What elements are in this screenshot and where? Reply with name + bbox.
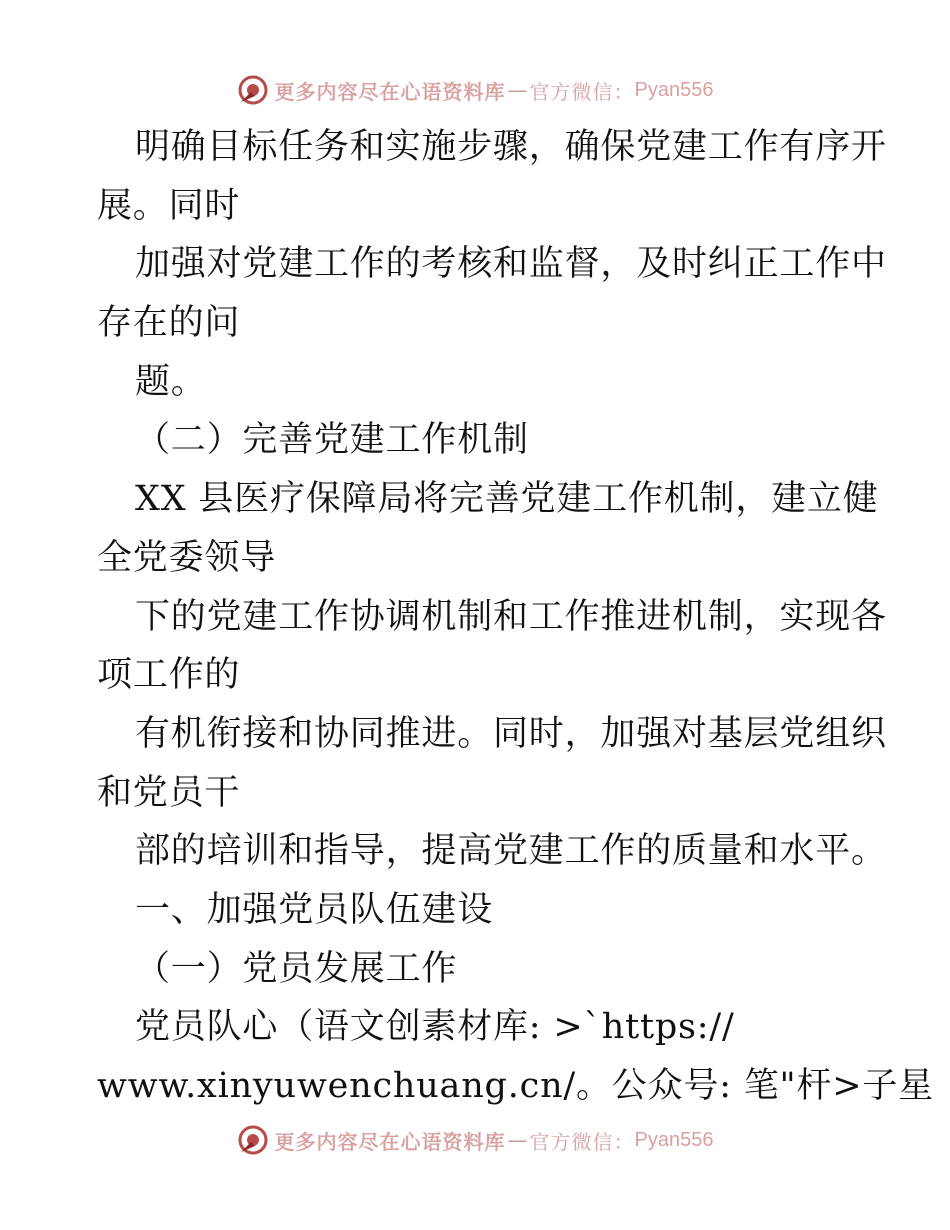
text-line: （二）完善党建工作机制: [135, 420, 529, 461]
watermark-sub-text: 官方微信：: [529, 79, 635, 104]
text-line: 一、加强党员队伍建设: [135, 889, 494, 930]
header-watermark: [0, 70, 950, 110]
watermark-wechat-id: Pyan556: [634, 1128, 714, 1151]
text-line: 题。: [135, 361, 207, 402]
text-line: 全党委领导: [97, 537, 277, 578]
text-line: www.xinyuwenchuang.cn/。公众号: 笔"杆>子星: [97, 1066, 934, 1106]
pen-logo-icon: [237, 74, 269, 106]
text-line: 明确目标任务和实施步骤，确保党建工作有序开: [135, 127, 887, 167]
text-line: 存在的问: [97, 303, 241, 344]
text-line: 和党员干: [97, 772, 241, 813]
text-line: 加强对党建工作的考核和监督，及时纠正工作中: [135, 244, 887, 285]
text-line: 项工作的: [97, 655, 241, 696]
text-line: 有机衔接和协同推进。同时，加强对基层党组织: [135, 713, 887, 754]
text-line: XX 县医疗保障局将完善党建工作机制，建立健: [135, 479, 879, 520]
footer-watermark: [0, 1120, 950, 1160]
document-body: [97, 118, 934, 1116]
watermark-wechat-id: Pyan556: [634, 78, 714, 101]
watermark-main-text: 更多内容尽在心语资料库: [274, 79, 506, 104]
watermark-separator: —: [507, 1128, 528, 1152]
watermark-sub-text: 官方微信：: [529, 1129, 635, 1154]
text-line: 部的培训和指导，提高党建工作的质量和水平。: [135, 831, 887, 872]
text-line: 下的党建工作协调机制和工作推进机制，实现各: [135, 596, 887, 637]
watermark-main-text: 更多内容尽在心语资料库: [274, 1129, 506, 1154]
text-line: 党员队心（语文创素材库: >`https://: [135, 1007, 735, 1048]
text-line: （一）党员发展工作: [135, 948, 458, 989]
pen-logo-icon: [237, 1124, 269, 1156]
text-line: 展。同时: [97, 185, 241, 226]
watermark-separator: —: [507, 78, 528, 102]
